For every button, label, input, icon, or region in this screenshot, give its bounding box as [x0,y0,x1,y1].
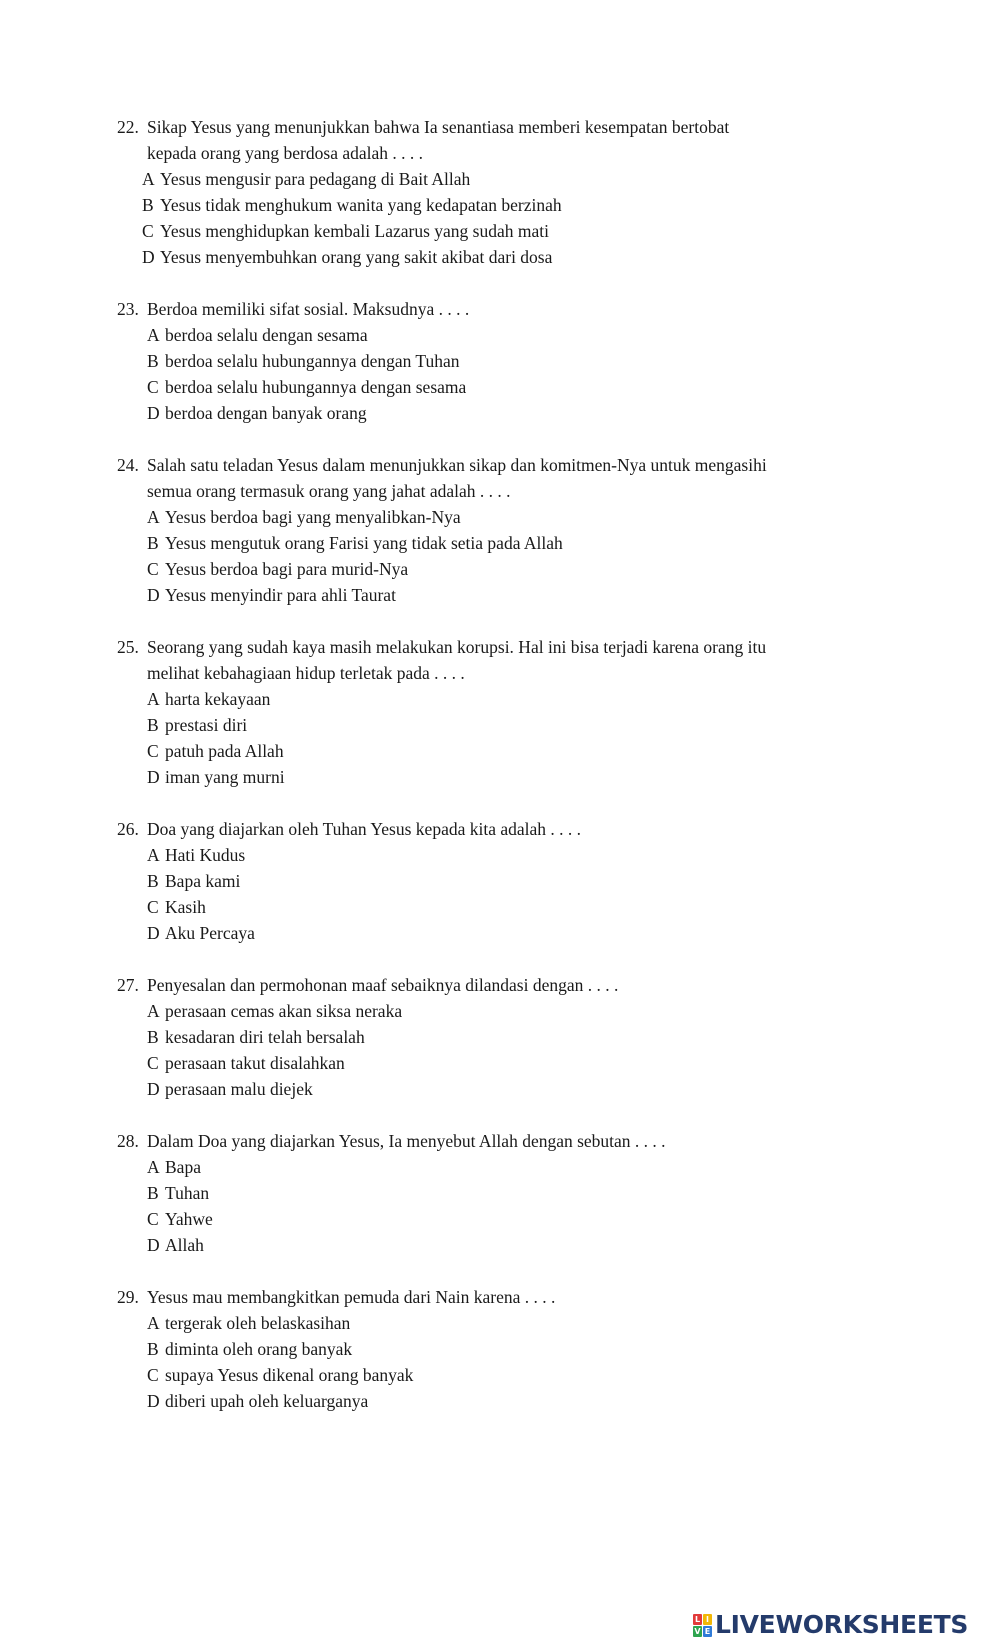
question-number: 27. [117,975,139,995]
option-a [117,686,957,712]
option-d [117,764,957,790]
question-text [117,1128,957,1154]
option-a [117,998,957,1024]
question-23 [117,296,957,426]
option-b [117,530,957,556]
option-text: Kasih [165,897,206,917]
option-text: Bapa kami [165,871,241,891]
option-d [117,244,957,270]
logo-mark-e: E [704,1626,711,1636]
option-text: patuh pada Allah [165,741,284,761]
logo-text: LIVEWORKSHEETS [715,1610,969,1639]
question-28 [117,1128,957,1258]
option-text: prestasi diri [165,715,248,735]
option-d [117,400,957,426]
option-letter: B [147,871,159,891]
option-c [117,738,957,764]
option-a [117,504,957,530]
question-text [117,634,957,660]
option-letter: C [147,559,159,579]
option-b [117,1336,957,1362]
question-line: Sikap Yesus yang menunjukkan bahwa Ia senantiasa memberi kesempatan bertobat [147,117,730,137]
option-letter: B [142,195,154,215]
option-text: Yesus menyindir para ahli Taurat [165,585,396,605]
question-number: 25. [117,637,139,657]
option-c [117,374,957,400]
option-letter: A [147,325,160,345]
option-letter: C [147,741,159,761]
option-text: diminta oleh orang banyak [165,1339,353,1359]
question-line: Salah satu teladan Yesus dalam menunjukkan sikap dan komitmen-Nya untuk mengasihi [147,455,767,475]
option-text: Yahwe [165,1209,213,1229]
option-d [117,1232,957,1258]
question-text [117,1284,957,1310]
option-text: perasaan cemas akan siksa neraka [165,1001,403,1021]
question-line: Penyesalan dan permohonan maaf sebaiknya dilandasi dengan . . . . [147,975,619,995]
option-letter: D [147,1391,160,1411]
option-text: harta kekayaan [165,689,271,709]
option-a [117,322,957,348]
question-26 [117,816,957,946]
option-c [117,1050,957,1076]
option-text: berdoa selalu hubungannya dengan sesama [165,377,467,397]
option-text: Yesus berdoa bagi para murid-Nya [165,559,409,579]
option-text: berdoa selalu hubungannya dengan Tuhan [165,351,460,371]
option-letter: A [147,507,160,527]
question-text [117,452,957,478]
logo-mark-i: I [703,1614,712,1625]
option-text: Yesus mengusir para pedagang di Bait Allah [160,169,471,189]
option-c [117,556,957,582]
option-text: perasaan malu diejek [165,1079,313,1099]
option-text: kesadaran diri telah bersalah [165,1027,365,1047]
option-text: Yesus menyembuhkan orang yang sakit akibat dari dosa [160,247,553,267]
option-letter: D [147,767,160,787]
question-line: Doa yang diajarkan oleh Tuhan Yesus kepada kita adalah . . . . [147,819,582,839]
question-29 [117,1284,957,1414]
option-text: Yesus mengutuk orang Farisi yang tidak setia pada Allah [165,533,563,553]
option-b [117,712,957,738]
question-text [117,296,957,322]
question-27 [117,972,957,1102]
option-text: Allah [165,1235,204,1255]
option-text: berdoa dengan banyak orang [165,403,367,423]
option-b [117,192,957,218]
option-letter: B [147,1027,159,1047]
worksheet [117,114,957,1440]
option-text: Bapa [165,1157,201,1177]
question-number: 29. [117,1287,139,1307]
question-line: Berdoa memiliki sifat sosial. Maksudnya . . . . [147,299,470,319]
option-b [117,1180,957,1206]
option-letter: A [147,1157,160,1177]
option-letter: D [147,403,160,423]
option-text: supaya Yesus dikenal orang banyak [165,1365,414,1385]
option-letter: C [147,1209,159,1229]
option-d [117,1388,957,1414]
option-b [117,348,957,374]
question-number: 28. [117,1131,139,1151]
option-letter: D [147,1235,160,1255]
question-text [117,114,957,140]
option-text: iman yang murni [165,767,285,787]
logo-mark-l: L [694,1614,701,1624]
option-c [117,218,957,244]
option-a [117,1154,957,1180]
option-letter: A [147,1313,160,1333]
option-text: Yesus menghidupkan kembali Lazarus yang sudah mati [160,221,549,241]
option-letter: A [142,169,155,189]
option-text: berdoa selalu dengan sesama [165,325,368,345]
liveworksheets-logo[interactable] [693,1611,968,1639]
option-letter: B [147,351,159,371]
option-letter: D [147,585,160,605]
option-text: tergerak oleh belaskasihan [165,1313,351,1333]
question-25 [117,634,957,790]
option-b [117,868,957,894]
option-letter: B [147,1183,159,1203]
question-line: Yesus mau membangkitkan pemuda dari Nain karena . . . . [147,1287,556,1307]
option-letter: C [147,1365,159,1385]
option-c [117,894,957,920]
option-b [117,1024,957,1050]
option-text: diberi upah oleh keluarganya [165,1391,369,1411]
question-24 [117,452,957,608]
option-text: perasaan takut disalahkan [165,1053,345,1073]
question-line: Dalam Doa yang diajarkan Yesus, Ia menyebut Allah dengan sebutan . . . . [147,1131,666,1151]
question-number: 26. [117,819,139,839]
option-letter: C [142,221,154,241]
question-number: 22. [117,117,139,137]
question-22 [117,114,957,270]
question-line: melihat kebahagiaan hidup terletak pada . . . . [147,663,465,683]
option-letter: B [147,1339,159,1359]
option-d [117,582,957,608]
option-c [117,1206,957,1232]
question-line: semua orang termasuk orang yang jahat adalah . . . . [147,481,511,501]
option-text: Aku Percaya [165,923,255,943]
option-letter: A [147,689,160,709]
option-text: Tuhan [165,1183,210,1203]
option-letter: A [147,845,160,865]
option-letter: D [147,923,160,943]
option-text: Hati Kudus [165,845,246,865]
question-text [117,972,957,998]
option-text: Yesus tidak menghukum wanita yang kedapatan berzinah [160,195,562,215]
option-letter: B [147,715,159,735]
logo-mark-icon [693,1614,712,1637]
option-a [117,1310,957,1336]
option-letter: A [147,1001,160,1021]
question-text [117,816,957,842]
option-a [117,166,957,192]
option-letter: D [142,247,155,267]
option-letter: D [147,1079,160,1099]
question-number: 23. [117,299,139,319]
option-letter: C [147,377,159,397]
option-d [117,920,957,946]
option-c [117,1362,957,1388]
question-line: Seorang yang sudah kaya masih melakukan korupsi. Hal ini bisa terjadi karena orang itu [147,637,767,657]
option-text: Yesus berdoa bagi yang menyalibkan-Nya [165,507,461,527]
logo-mark-v: V [694,1626,701,1636]
option-d [117,1076,957,1102]
option-a [117,842,957,868]
option-letter: C [147,1053,159,1073]
option-letter: C [147,897,159,917]
question-line: kepada orang yang berdosa adalah . . . . [147,143,424,163]
option-letter: B [147,533,159,553]
question-number: 24. [117,455,139,475]
